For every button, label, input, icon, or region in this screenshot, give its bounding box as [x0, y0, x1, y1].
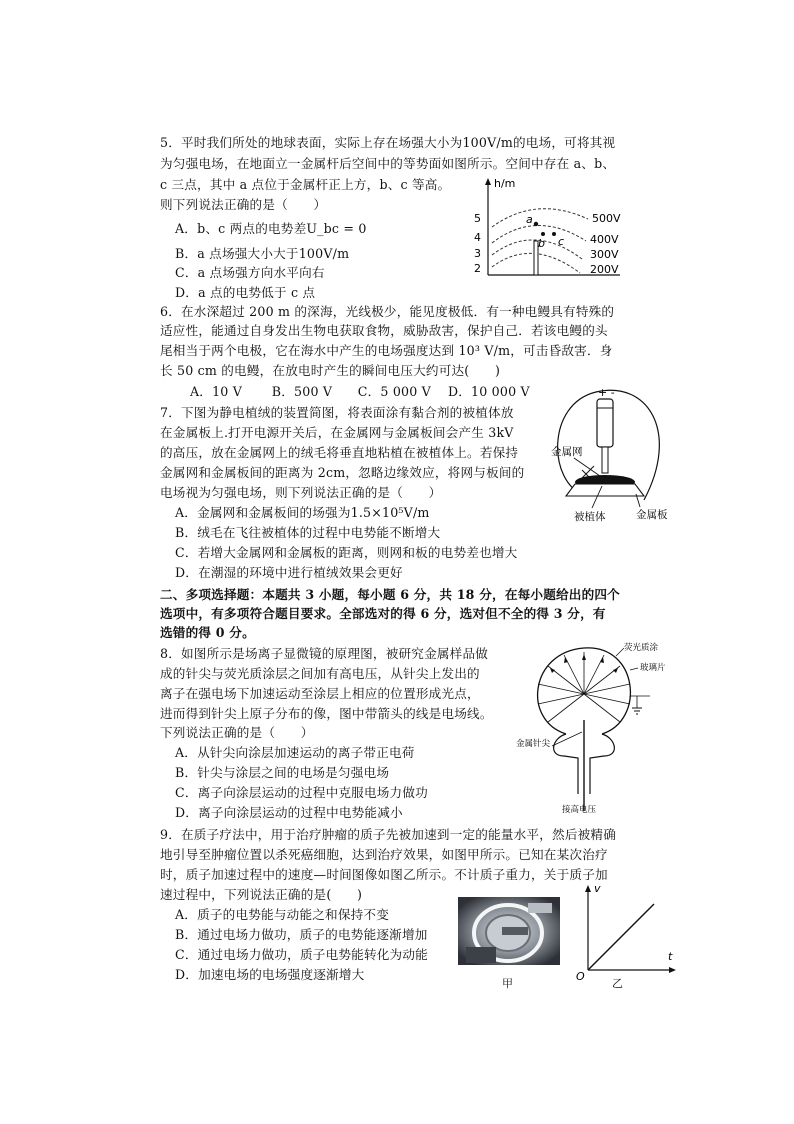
q7-option-c: C．若增大金属网和金属板的距离，则网和板的电势差也增大	[175, 545, 518, 560]
q5-line-3: c 三点，其中 a 点位于金属杆正上方，b、c 等高。	[160, 177, 451, 192]
svg-text:玻璃片: 玻璃片	[640, 663, 666, 673]
q5-line-1: 5．平时我们所处的地球表面，实际上存在场强大小为100V/m的电场，可将其视	[160, 135, 616, 150]
svg-text:5: 5	[474, 212, 481, 225]
svg-text:300V: 300V	[590, 248, 619, 261]
q8-option-b: B．针尖与涂层之间的电场是匀强电场	[175, 765, 390, 780]
svg-text:金属网: 金属网	[551, 446, 583, 458]
q7-option-a: A．金属网和金属板间的场强为1.5×10⁵V/m	[175, 505, 430, 520]
q9-proton-therapy-photo	[458, 897, 560, 965]
svg-text:金属板: 金属板	[636, 509, 668, 521]
svg-text:被植体: 被植体	[574, 511, 606, 522]
q8-line-4: 进而得到针尖上原子分布的像，图中带箭头的线是电场线。	[160, 706, 493, 721]
svg-text:2: 2	[474, 262, 481, 275]
q6-options: A．10 V B．500 V C．5 000 V D．10 000 V	[190, 384, 530, 399]
section2-line-2: 选项中，有多项符合题目要求。全部选对的得 6 分，选对但不全的得 3 分，有	[160, 606, 606, 621]
q5-option-a: A．b、c 两点的电势差U_bc = 0	[175, 221, 367, 236]
svg-text:荧光质涂: 荧光质涂	[624, 643, 659, 653]
q5-equipotential-figure	[470, 175, 640, 285]
q9-caption-right: 乙	[612, 977, 624, 990]
q7-line-2: 在金属板上.打开电源开关后，在金属网与金属板间会产生 3kV	[160, 425, 514, 440]
q8-option-d: D．离子向涂层运动的过程中电势能减小	[175, 805, 403, 820]
svg-text:4: 4	[474, 231, 481, 244]
q9-line-3: 时，质子加速过程中的速度—时间图像如图乙所示。不计质子重力，关于质子加	[160, 867, 608, 882]
q6-line-3: 尾相当于两个电极，它在海水中产生的电场强度达到 10³ V/m，可击昏敌害．身	[160, 343, 613, 358]
q9-line-4: 速过程中，下列说法正确的是( )	[160, 887, 363, 902]
svg-text:400V: 400V	[590, 233, 619, 246]
q8-line-1: 8．如图所示是场离子显微镜的原理图，被研究金属样品做	[160, 646, 489, 661]
q5-option-d: D．a 点的电势低于 c 点	[175, 285, 316, 300]
q5-line-4: 则下列说法正确的是（ ）	[160, 197, 327, 212]
q6-line-2: 适应性，能通过自身发出生物电获取食物，威胁敌害，保护自己．若该电鳗的头	[160, 323, 608, 338]
q7-line-4: 金属网和金属板间的距离为 2cm，忽略边缘效应，将网与板间的	[160, 465, 525, 480]
q8-line-2: 成的针尖与荧光质涂层之间加有高电压，从针尖上发出的	[160, 666, 480, 681]
q7-flocking-figure	[548, 382, 668, 522]
q9-option-c: C．通过电场力做功，质子电势能转化为动能	[175, 947, 428, 962]
q7-line-5: 电场视为匀强电场，则下列说法正确的是（ ）	[160, 485, 442, 500]
q7-option-b: B．绒毛在飞往被植体的过程中电势能不断增大	[175, 525, 441, 540]
svg-text:500V: 500V	[592, 212, 621, 225]
q9-line-1: 9．在质子疗法中，用于治疗肿瘤的质子先被加速到一定的能量水平，然后被精确	[160, 827, 616, 842]
svg-text:a: a	[526, 213, 533, 226]
svg-text:200V: 200V	[590, 263, 619, 276]
svg-text:金属针尖: 金属针尖	[516, 739, 551, 749]
q5-option-b: B．a 点场强大小大于100V/m	[175, 246, 350, 261]
svg-text:t: t	[668, 950, 673, 963]
svg-text:v: v	[594, 882, 601, 895]
section2-line-1: 二、多项选择题：本题共 3 小题，每小题 6 分，共 18 分，在每小题给出的四个	[160, 587, 620, 602]
q9-option-a: A．质子的电势能与动能之和保持不变	[175, 907, 389, 922]
q7-line-3: 的高压，放在金属网上的绒毛将垂直地粘植在被植体上。若保持	[160, 445, 519, 460]
q5-option-c: C．a 点场强方向水平向右	[175, 265, 325, 280]
q8-line-5: 下列说法正确的是（ ）	[160, 725, 314, 740]
q8-field-ion-microscope-figure	[512, 636, 672, 816]
q6-line-1: 6．在水深超过 200 m 的深海，光线极少，能见度极低．有一种电鳗具有特殊的	[160, 304, 615, 319]
q7-line-1: 7．下图为静电植绒的装置简图，将表面涂有黏合剂的被植体放	[160, 405, 514, 420]
q5-line-2: 为匀强电场，在地面立一金属杆后空间中的等势面如图所示。空间中存在 a、b、	[160, 156, 616, 171]
svg-text:O: O	[576, 970, 585, 980]
q6-line-4: 长 50 cm 的电鳗，在放电时产生的瞬间电压大约可达( )	[160, 363, 501, 378]
q9-vt-graph	[572, 880, 680, 980]
svg-text:3: 3	[474, 247, 481, 260]
q8-option-a: A．从针尖向涂层加速运动的离子带正电荷	[175, 745, 415, 760]
q9-caption-left: 甲	[502, 977, 514, 990]
svg-text:接高电压: 接高电压	[562, 805, 597, 815]
q7-option-d: D．在潮湿的环境中进行植绒效果会更好	[175, 565, 403, 580]
q8-option-c: C．离子向涂层运动的过程中克服电场力做功	[175, 785, 428, 800]
q9-option-d: D．加速电场的电场强度逐渐增大	[175, 967, 365, 982]
svg-text:b: b	[538, 237, 545, 250]
q8-line-3: 离子在强电场下加速运动至涂层上相应的位置形成光点，	[160, 686, 480, 701]
q9-option-b: B．通过电场力做功，质子的电势能逐渐增加	[175, 927, 428, 942]
q9-line-2: 地引导至肿瘤位置以杀死癌细胞，达到治疗效果，如图甲所示。已知在某次治疗	[160, 847, 608, 862]
svg-text:c: c	[558, 235, 565, 248]
svg-text:+ -: + -	[598, 386, 615, 399]
q5-axis-label: h/m	[494, 177, 516, 190]
section2-line-3: 选错的得 0 分。	[160, 625, 255, 640]
